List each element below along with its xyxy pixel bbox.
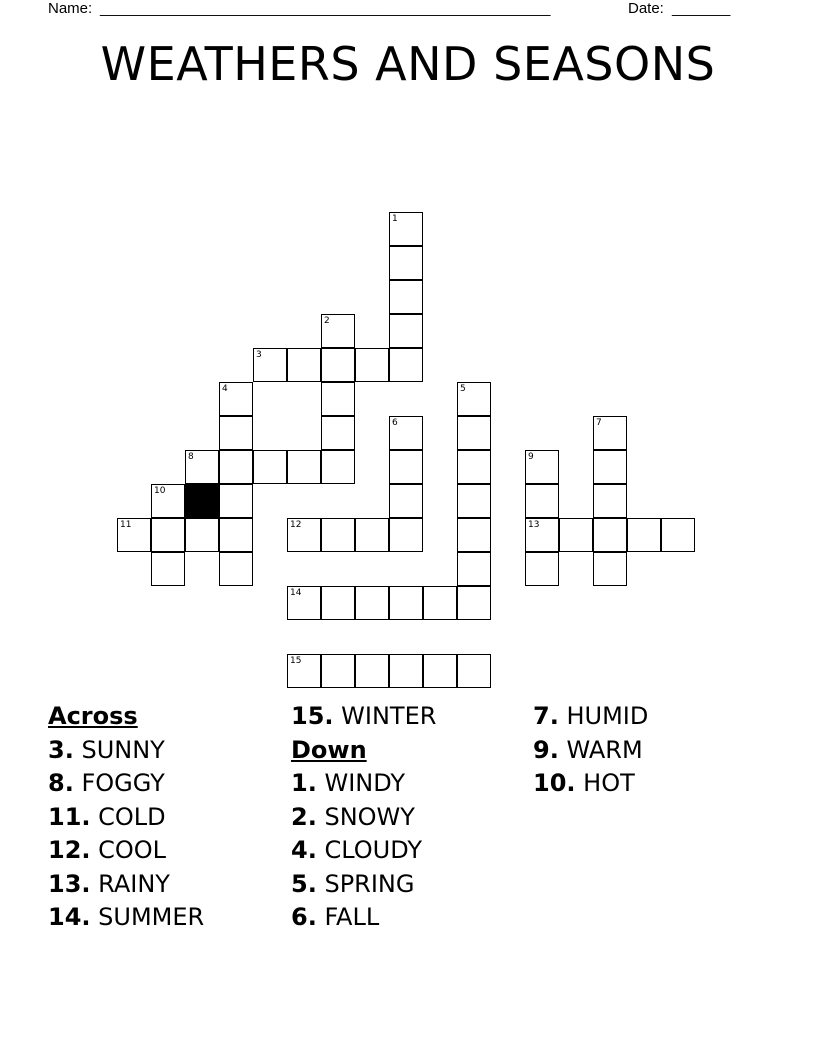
grid-cell[interactable] xyxy=(525,552,559,586)
clue-text: SNOWY xyxy=(316,802,415,831)
grid-cell-9[interactable] xyxy=(525,450,559,484)
grid-cell[interactable] xyxy=(457,450,491,484)
clue-text: SUMMER xyxy=(90,903,205,931)
grid-cell[interactable] xyxy=(321,416,355,450)
grid-cell[interactable] xyxy=(423,654,457,688)
black-cell xyxy=(185,484,219,518)
clue-number-label: 4. xyxy=(291,836,317,864)
clue-item xyxy=(48,868,204,902)
clue-item xyxy=(48,734,204,768)
grid-cell[interactable] xyxy=(389,348,423,382)
grid-cell-14[interactable] xyxy=(287,586,321,620)
grid-cell[interactable] xyxy=(457,586,491,620)
clue-number: 1 xyxy=(392,213,398,224)
grid-cell-12[interactable] xyxy=(287,518,321,552)
grid-cell[interactable] xyxy=(321,450,355,484)
grid-cell[interactable] xyxy=(219,484,253,518)
clue-item xyxy=(533,700,648,734)
clue-number: 15 xyxy=(290,655,302,666)
clue-number: 9 xyxy=(528,451,534,462)
clue-text: SUNNY xyxy=(73,735,165,764)
grid-cell[interactable] xyxy=(593,484,627,518)
grid-cell[interactable] xyxy=(389,518,423,552)
clues-column-3 xyxy=(533,700,648,801)
grid-cell[interactable] xyxy=(219,416,253,450)
grid-cell-2[interactable] xyxy=(321,314,355,348)
clue-item xyxy=(48,834,204,868)
clue-number-label: 7. xyxy=(533,702,559,730)
grid-cell[interactable] xyxy=(287,450,321,484)
grid-cell[interactable] xyxy=(389,450,423,484)
grid-cell[interactable] xyxy=(593,552,627,586)
across-heading: Across xyxy=(48,702,138,730)
grid-cell-8[interactable] xyxy=(185,450,219,484)
clue-item xyxy=(291,834,436,868)
down-heading: Down xyxy=(291,735,367,764)
grid-cell-4[interactable] xyxy=(219,382,253,416)
name-line[interactable]: ______________________________________________________ xyxy=(100,0,551,17)
clue-number-label: 1. xyxy=(291,769,317,797)
clues-column-1 xyxy=(48,700,204,935)
clue-number: 5 xyxy=(460,383,466,394)
grid-cell[interactable] xyxy=(389,280,423,314)
clue-number-label: 9. xyxy=(533,735,559,764)
grid-cell[interactable] xyxy=(389,314,423,348)
grid-cell[interactable] xyxy=(423,586,457,620)
grid-cell[interactable] xyxy=(457,518,491,552)
grid-cell[interactable] xyxy=(355,654,389,688)
grid-cell[interactable] xyxy=(253,450,287,484)
clue-number-label: 13. xyxy=(48,869,91,898)
grid-cell-11[interactable] xyxy=(117,518,151,552)
clue-number: 10 xyxy=(154,485,166,496)
clue-number: 12 xyxy=(290,519,302,530)
clues-column-2 xyxy=(291,700,436,935)
grid-cell[interactable] xyxy=(627,518,661,552)
clue-number: 8 xyxy=(188,451,194,462)
grid-cell[interactable] xyxy=(389,484,423,518)
grid-cell[interactable] xyxy=(661,518,695,552)
date-line[interactable]: _______ xyxy=(672,0,731,17)
name-label: Name: xyxy=(48,0,93,17)
grid-cell[interactable] xyxy=(457,654,491,688)
grid-cell[interactable] xyxy=(321,348,355,382)
grid-cell[interactable] xyxy=(355,348,389,382)
grid-cell-15[interactable] xyxy=(287,654,321,688)
grid-cell-6[interactable] xyxy=(389,416,423,450)
clue-item xyxy=(291,767,436,801)
clue-number: 13 xyxy=(528,519,540,530)
grid-cell[interactable] xyxy=(151,518,185,552)
clue-item xyxy=(291,700,436,734)
clue-text: RAINY xyxy=(90,869,170,898)
clue-number: 4 xyxy=(222,383,228,394)
grid-cell[interactable] xyxy=(593,450,627,484)
grid-cell[interactable] xyxy=(355,518,389,552)
grid-cell-10[interactable] xyxy=(151,484,185,518)
clue-text: WINTER xyxy=(333,702,437,730)
clue-text: SPRING xyxy=(316,869,415,898)
clue-item xyxy=(291,868,436,902)
grid-cell[interactable] xyxy=(219,552,253,586)
clue-number: 2 xyxy=(324,315,330,326)
grid-cell-13[interactable] xyxy=(525,518,559,552)
clue-number-label: 12. xyxy=(48,836,91,864)
clue-text: COLD xyxy=(90,802,166,831)
clue-number-label: 3. xyxy=(48,735,74,764)
grid-cell-5[interactable] xyxy=(457,382,491,416)
clue-number-label: 10. xyxy=(533,769,576,797)
grid-cell[interactable] xyxy=(151,552,185,586)
grid-cell-3[interactable] xyxy=(253,348,287,382)
grid-cell[interactable] xyxy=(287,348,321,382)
grid-cell[interactable] xyxy=(321,654,355,688)
grid-cell[interactable] xyxy=(355,586,389,620)
grid-cell-7[interactable] xyxy=(593,416,627,450)
clue-item xyxy=(48,901,204,935)
grid-cell[interactable] xyxy=(525,484,559,518)
clue-text: HUMID xyxy=(558,702,649,730)
grid-cell[interactable] xyxy=(457,552,491,586)
clue-text: FALL xyxy=(316,903,380,931)
date-label: Date: xyxy=(628,0,664,17)
grid-cell[interactable] xyxy=(321,382,355,416)
grid-cell[interactable] xyxy=(389,586,423,620)
clue-text: COOL xyxy=(90,836,167,864)
clue-number: 14 xyxy=(290,587,302,598)
clue-number-label: 11. xyxy=(48,802,91,831)
clue-text: HOT xyxy=(575,769,635,797)
clue-number-label: 5. xyxy=(291,869,317,898)
clue-number-label: 8. xyxy=(48,769,74,797)
grid-cell[interactable] xyxy=(559,518,593,552)
grid-cell[interactable] xyxy=(389,654,423,688)
grid-cell[interactable] xyxy=(219,450,253,484)
clue-number: 6 xyxy=(392,417,398,428)
grid-cell[interactable] xyxy=(457,484,491,518)
clue-text: CLOUDY xyxy=(316,836,423,864)
clue-item xyxy=(533,767,648,801)
clue-item xyxy=(533,734,648,768)
clue-number-label: 6. xyxy=(291,903,317,931)
clue-item xyxy=(291,901,436,935)
clue-number: 11 xyxy=(120,519,132,530)
clue-number-label: 15. xyxy=(291,702,334,730)
grid-cell[interactable] xyxy=(185,518,219,552)
clue-number: 7 xyxy=(596,417,602,428)
grid-cell-1[interactable] xyxy=(389,212,423,246)
clue-text: WINDY xyxy=(316,769,406,797)
clue-number: 3 xyxy=(256,349,262,360)
grid-cell[interactable] xyxy=(321,518,355,552)
grid-cell[interactable] xyxy=(457,416,491,450)
grid-cell[interactable] xyxy=(321,586,355,620)
grid-cell[interactable] xyxy=(593,518,627,552)
clue-text: FOGGY xyxy=(73,769,165,797)
grid-cell[interactable] xyxy=(219,518,253,552)
clue-number-label: 14. xyxy=(48,903,91,931)
clue-number-label: 2. xyxy=(291,802,317,831)
page-title: WEATHERS AND SEASONS xyxy=(100,37,716,91)
clue-item xyxy=(291,801,436,835)
clue-item xyxy=(48,801,204,835)
clue-item xyxy=(48,767,204,801)
clue-text: WARM xyxy=(558,735,643,764)
grid-cell[interactable] xyxy=(389,246,423,280)
